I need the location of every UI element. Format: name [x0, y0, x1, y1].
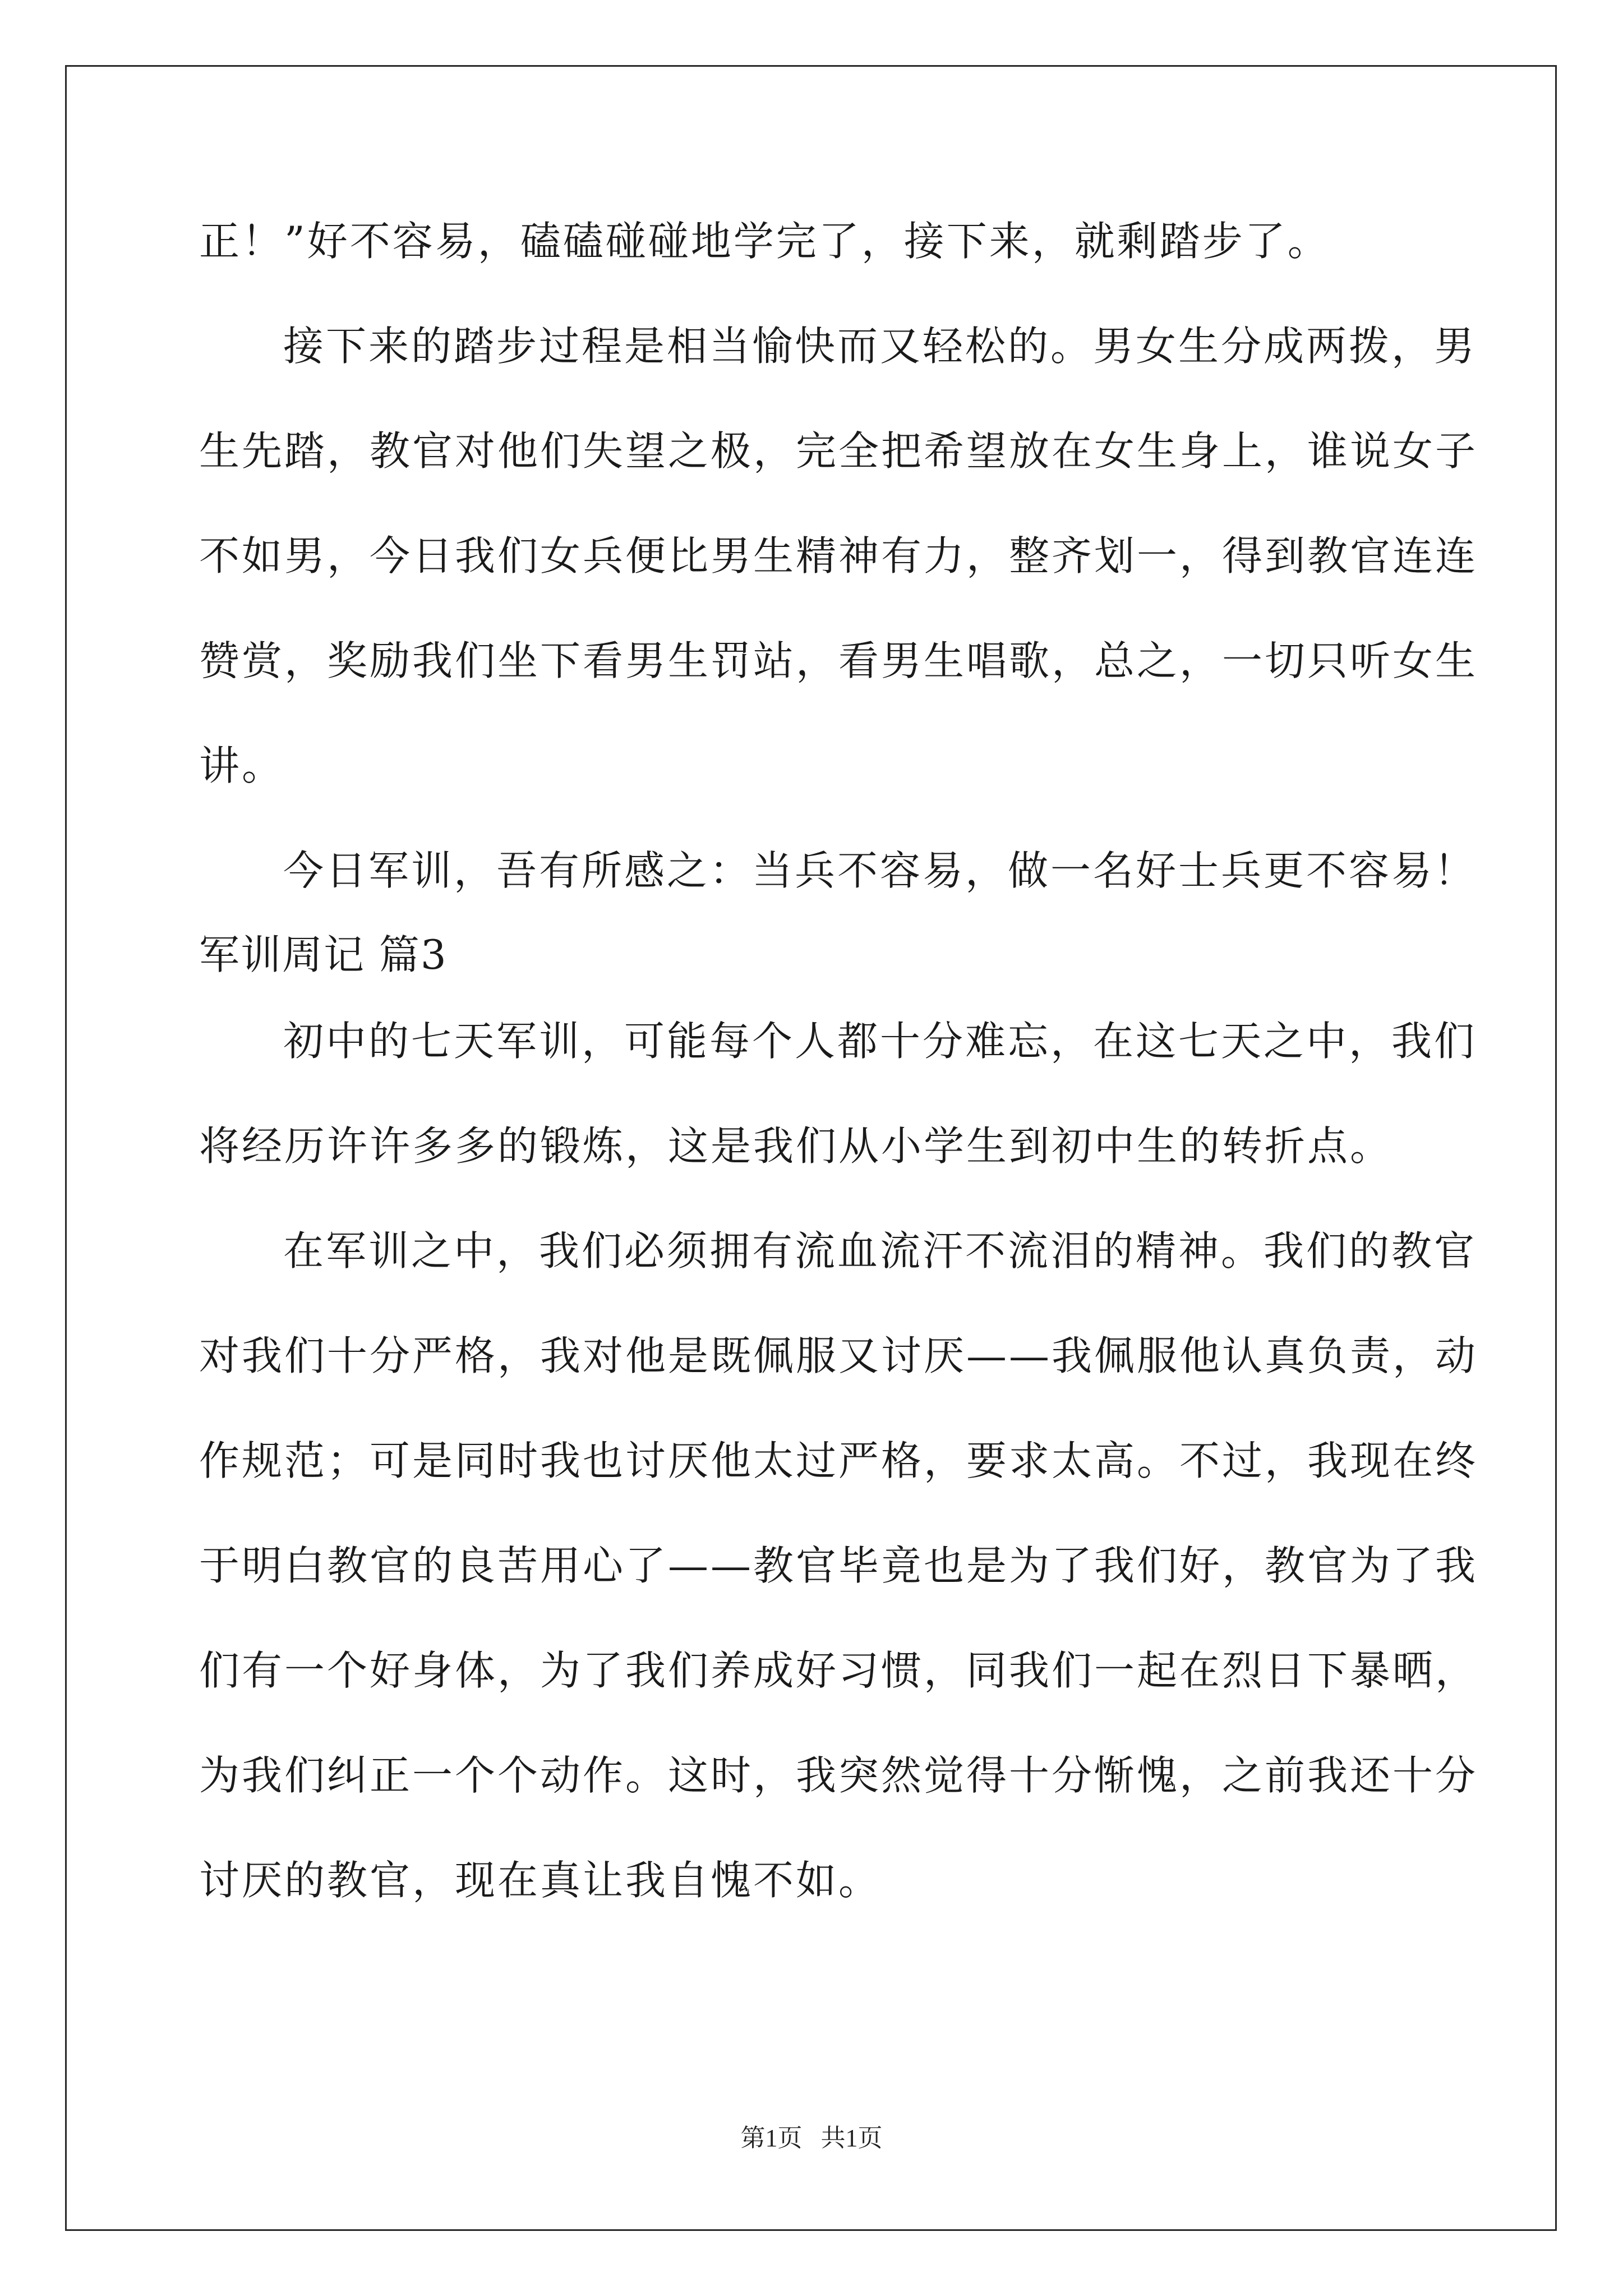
paragraph-line: 作规范；可是同时我也讨厌他太过严格，要求太高。不过，我现在终: [199, 1437, 1478, 1484]
paragraph-line: 生先踏，教官对他们失望之极，完全把希望放在女生身上，谁说女子: [199, 427, 1478, 475]
document-body: [199, 208, 1478, 1952]
paragraph-line: 不如男，今日我们女兵便比男生精神有力，整齐划一，得到教官连连: [199, 532, 1478, 579]
paragraph-line: 们有一个好身体，为了我们养成好习惯，同我们一起在烈日下暴晒，: [199, 1647, 1478, 1694]
paragraph-line: 接下来的踏步过程是相当愉快而又轻松的。男女生分成两拨，男: [283, 323, 1477, 370]
page-footer: 第1页 共1页: [740, 2124, 883, 2152]
paragraph-line: 赞赏，奖励我们坐下看男生罚站，看男生唱歌，总之，一切只听女生: [199, 637, 1478, 684]
paragraph-line: 在军训之中，我们必须拥有流血流汗不流泪的精神。我们的教官: [283, 1227, 1477, 1274]
paragraph-line: 初中的七天军训，可能每个人都十分难忘，在这七天之中，我们: [283, 1018, 1477, 1065]
paragraph-line: 对我们十分严格，我对他是既佩服又讨厌——我佩服他认真负责，动: [199, 1332, 1478, 1379]
paragraph-line: 讨厌的教官，现在真让我自愧不如。: [199, 1857, 882, 1904]
paragraph-line: 将经历许许多多的锻炼，这是我们从小学生到初中生的转折点。: [199, 1122, 1393, 1170]
paragraph-line: 正！”好不容易，磕磕碰碰地学完了，接下来，就剩踏步了。: [199, 218, 1330, 265]
paragraph-line: 今日军训，吾有所感之：当兵不容易，做一名好士兵更不容易！: [283, 847, 1477, 894]
paragraph-line: 为我们纠正一个个动作。这时，我突然觉得十分惭愧，之前我还十分: [199, 1752, 1478, 1799]
paragraph-line: 于明白教官的良苦用心了——教官毕竟也是为了我们好，教官为了我: [199, 1542, 1478, 1589]
paragraph-line: 讲。: [199, 742, 285, 789]
section-heading: 军训周记 篇3: [199, 931, 448, 978]
